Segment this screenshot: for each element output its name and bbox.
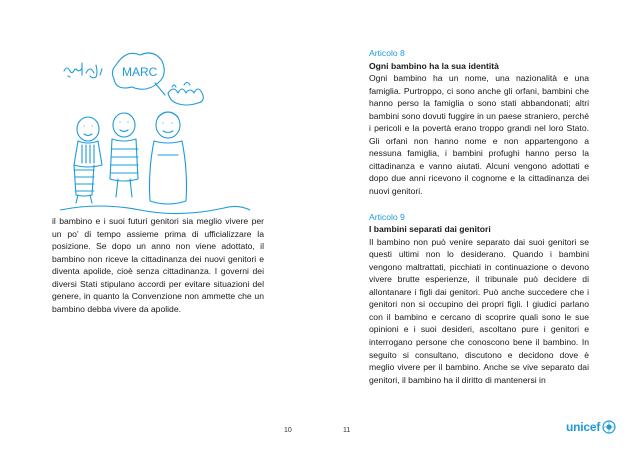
sign-text: MARC (122, 65, 158, 79)
page-number-right: 11 (343, 427, 351, 434)
left-page-text (52, 215, 264, 315)
right-page (319, 0, 638, 453)
unicef-logo-text: unicef (566, 420, 601, 434)
unicef-emblem-icon (602, 420, 616, 434)
article-8-body: Ogni bambino ha un nome, una nazionalità e una famiglia. Purtroppo, ci sono anche gli orfani, bambini che hanno perso la famiglia o sono stati abbandonati; altri bambini sono dovuti fuggire in un paese straniero, perché i pericoli e la povertà erano troppo grandi nel loro Stato. Gli orfani non hanno nome e non appartengono a nessuna famiglia, i bambini profughi hanno perso la cittadinanza e vanno aiutati. Alcuni vengono adottati e dopo due anni ricevono il cognome e la cittadinanza dei nuovi genitori. (369, 73, 589, 197)
right-page-column (369, 47, 589, 386)
page-number-left: 10 (284, 427, 292, 434)
article-8-title: Ogni bambino ha la sua identità (369, 60, 499, 71)
article-8-label: Articolo 8 (369, 48, 405, 58)
article-9-label: Articolo 9 (369, 211, 405, 222)
unicef-logo (566, 420, 616, 434)
left-paragraph: il bambino e i suoi futuri genitori sia meglio vivere per un po' di tempo assieme prima di ufficializzare la posizione. Se dopo un anno non viene adottato, il bambino non riceve la cittadinanza dei nuovi genitori e diventa apolide, cioè senza cittadinanza. I governi dei diversi Stati stipulano accordi per evitare situazioni del genere, in quanto la Convenzione non ammette che un bambino debba vivere da apolide. (52, 216, 264, 314)
article-9-title: I bambini separati dai genitori (369, 224, 491, 235)
children-illustration (60, 45, 250, 230)
article-9-body: Il bambino non può venire separato dai suoi genitori se questi ultimi non lo desiderano. Quando i bambini vengono maltrattati, picchiati in continuazione o devono vivere brutte esperienze, il tribunale può decidere di allontanare i figli dai genitori. Può anche succedere che i genitori non si occupino dei propri figli. I giudici parlano con il bambino e cercano di scoprire quali sono le sue opinioni e i suoi desideri, ascoltano pure i genitori e interrogano persone che conoscono bene il bambino. In seguito si consultano, discutono e decidono dove è meglio vivere per il bambino. Anche se vive separato dai genitori, il bambino ha il diritto di mantenersi in (369, 236, 589, 385)
